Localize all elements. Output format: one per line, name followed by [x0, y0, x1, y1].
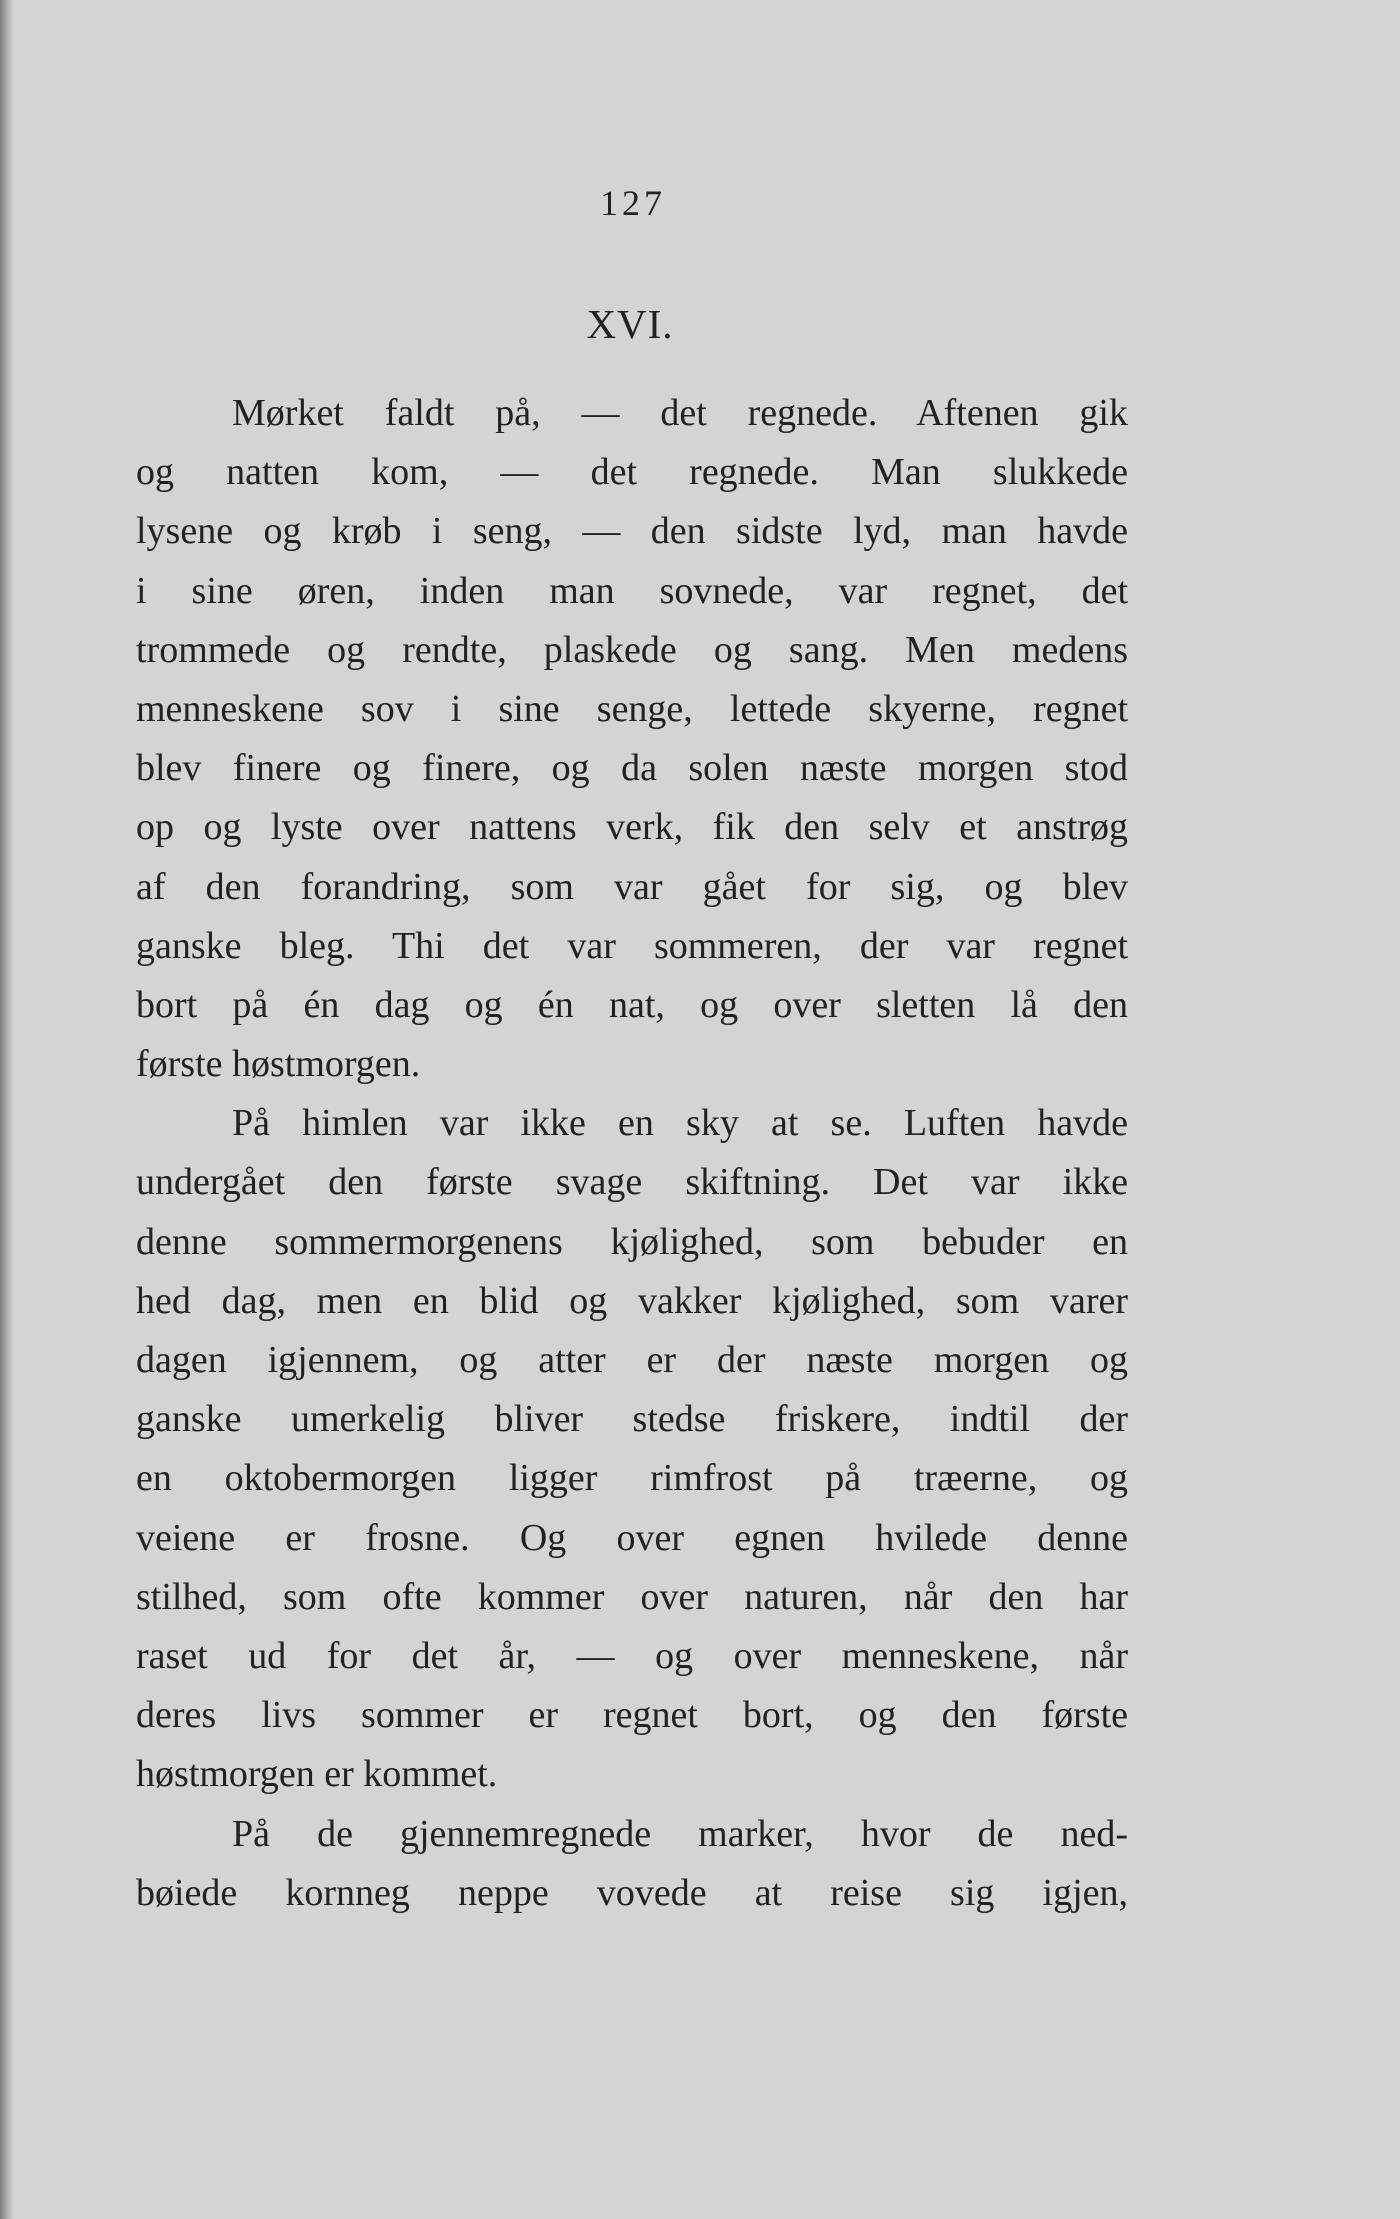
text-line: veiene er frosne. Og over egnen hvilede denne [136, 1516, 1128, 1559]
text-line: stilhed, som ofte kommer over naturen, når den har [136, 1575, 1128, 1618]
text-line: dagen igjennem, og atter er der næste morgen og [136, 1339, 1128, 1381]
text-line: bøiede kornneg neppe vovede at reise sig igjen, [136, 1871, 1128, 1914]
text-line: deres livs sommer er regnet bort, og den første [136, 1694, 1128, 1737]
text-line: hed dag, men en blid og vakker kjølighed, som varer [136, 1279, 1128, 1322]
text-line: bort på én dag og én nat, og over sletten lå den [136, 983, 1128, 1026]
paragraph-1 [136, 384, 1128, 1094]
paragraph-3 [136, 1805, 1128, 1923]
text-line: ganske umerkelig bliver stedse friskere, indtil der [136, 1398, 1128, 1441]
page-binding-edge [0, 0, 14, 2219]
text-line: trommede og rendte, plaskede og sang. Men medens [136, 628, 1128, 671]
text-line: lysene og krøb i seng, — den sidste lyd, man havde [136, 510, 1128, 553]
text-line: op og lyste over nattens verk, fik den selv et anstrøg [136, 806, 1128, 849]
text-line: af den forandring, som var gået for sig, og blev [136, 865, 1128, 908]
text-line: første høstmorgen. [136, 1043, 421, 1086]
text-line: undergået den første svage skiftning. Det var ikke [136, 1161, 1128, 1204]
chapter-heading: XVI. [586, 301, 674, 347]
text-line: en oktobermorgen ligger rimfrost på træerne, og [136, 1457, 1128, 1500]
page-number: 127 [600, 183, 666, 223]
paragraph-2 [136, 1094, 1128, 1804]
text-line: Mørket faldt på, — det regnede. Aftenen gik [232, 392, 1128, 434]
text-line: På de gjennemregnede marker, hvor de ned- [232, 1812, 1128, 1855]
text-line: raset ud for det år, — og over menneskene, når [136, 1634, 1128, 1677]
text-line: menneskene sov i sine senge, lettede skyerne, regnet [136, 687, 1128, 730]
text-line: blev finere og finere, og da solen næste morgen stod [136, 747, 1128, 790]
text-line: På himlen var ikke en sky at se. Luften havde [232, 1102, 1128, 1145]
text-line: og natten kom, — det regnede. Man slukkede [136, 451, 1128, 494]
body-text [136, 384, 1128, 1923]
text-line: i sine øren, inden man sovnede, var regnet, det [136, 569, 1128, 612]
text-line: høstmorgen er kommet. [136, 1753, 498, 1796]
text-line: denne sommermorgenens kjølighed, som bebuder en [136, 1220, 1128, 1263]
text-line: ganske bleg. Thi det var sommeren, der var regnet [136, 924, 1128, 967]
